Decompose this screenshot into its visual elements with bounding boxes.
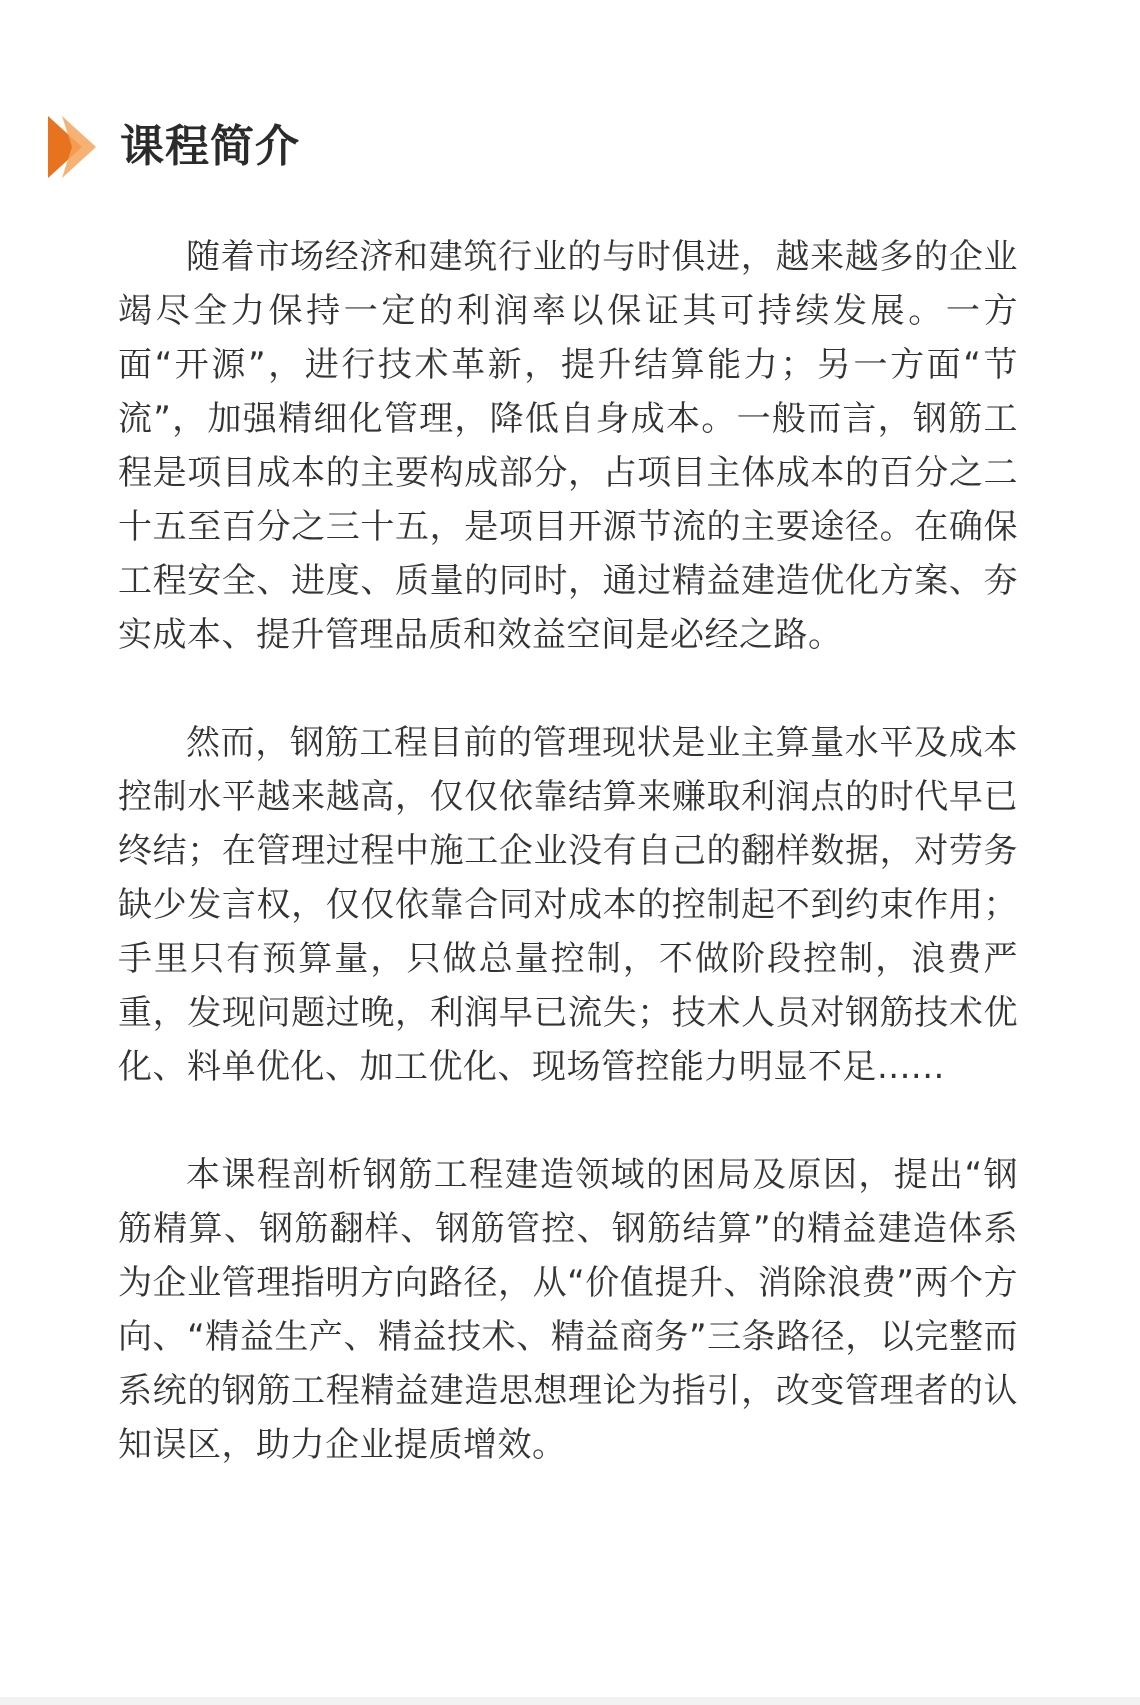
course-description bbox=[118, 230, 1018, 1472]
paragraph-course-value: 本课程剖析钢筋工程建造领域的困局及原因，提出“钢筋精算、钢筋翻样、钢筋管控、钢筋结算”的精益建造体系为企业管理指明方向路径，从“价值提升、消除浪费”两个方向、“精益生产、精益技术、精益商务”三条路径，以完整而系统的钢筋工程精益建造思想理论为指引，改变管理者的认知误区，助力企业提质增效。 bbox=[118, 1155, 1018, 1465]
paragraph-market-background: 随着市场经济和建筑行业的与时俱进，越来越多的企业竭尽全力保持一定的利润率以保证其可持续发展。一方面“开源”，进行技术革新，提升结算能力；另一方面“节流”，加强精细化管理，降低自身成本。一般而言，钢筋工程是项目成本的主要构成部分，占项目主体成本的百分之二十五至百分之三十五，是项目开源节流的主要途径。在确保工程安全、进度、质量的同时，通过精益建造优化方案、夯实成本、提升管理品质和效益空间是必经之路。 bbox=[118, 237, 1018, 655]
bottom-divider bbox=[0, 1697, 1140, 1705]
paragraph-current-situation: 然而，钢筋工程目前的管理现状是业主算量水平及成本控制水平越来越高，仅仅依靠结算来赚取利润点的时代早已终结；在管理过程中施工企业没有自己的翻样数据，对劳务缺少发言权，仅仅依靠合同对成本的控制起不到约束作用；手里只有预算量，只做总量控制，不做阶段控制，浪费严重，发现问题过晚，利润早已流失；技术人员对钢筋技术优化、料单优化、加工优化、现场管控能力明显不足...... bbox=[118, 723, 1018, 1087]
section-title: 课程简介 bbox=[120, 121, 300, 172]
section-header bbox=[48, 112, 300, 182]
chevron-right-icon bbox=[48, 116, 100, 178]
